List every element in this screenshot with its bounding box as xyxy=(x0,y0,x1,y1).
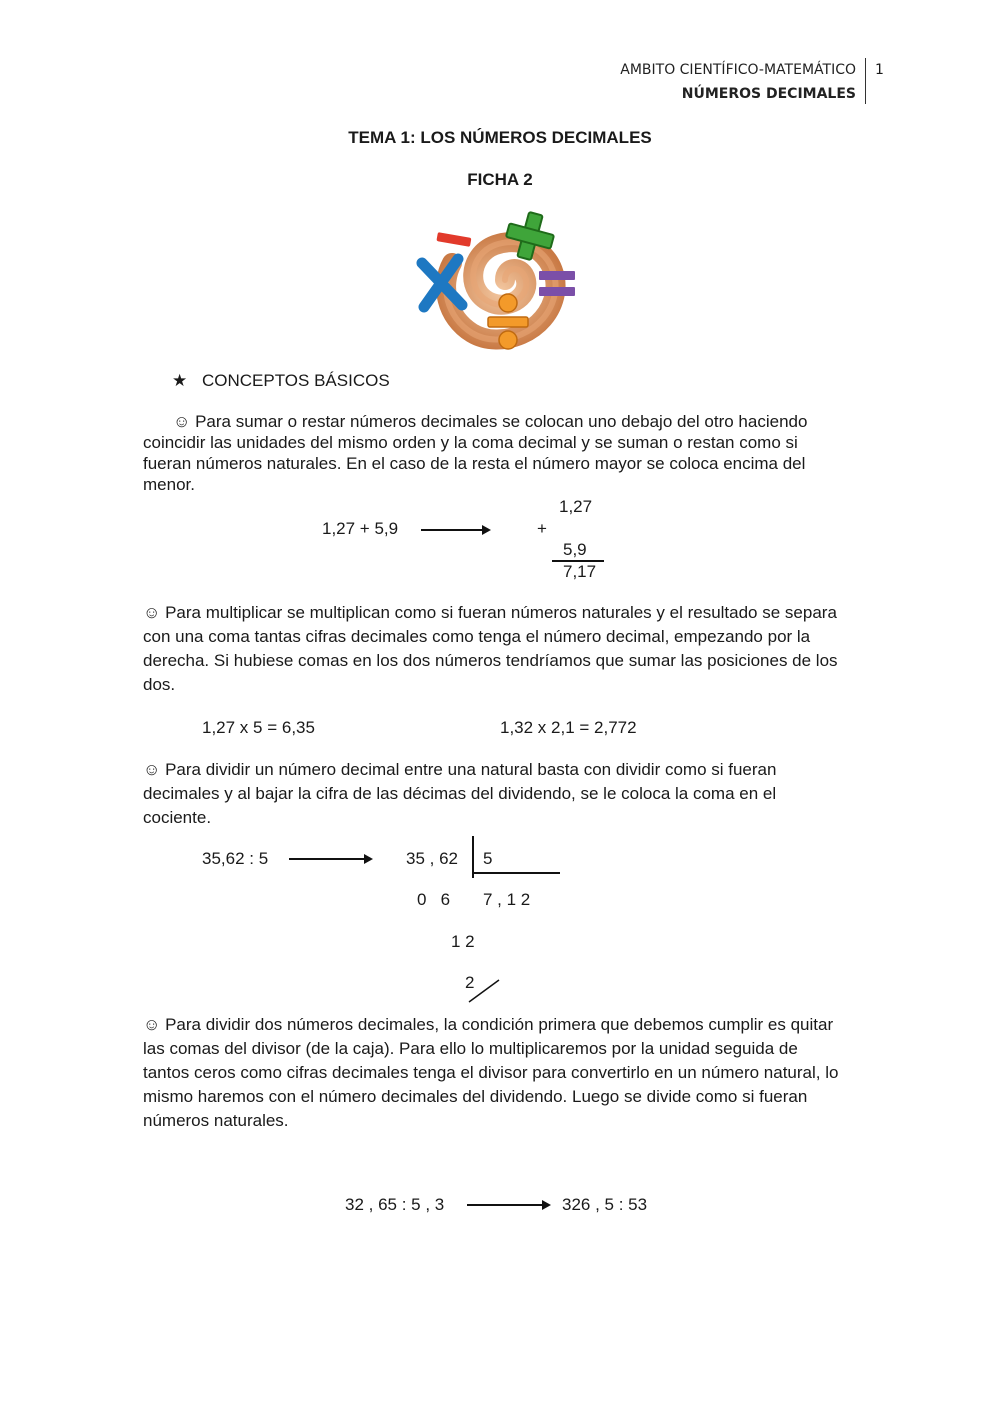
multiply-example-1: 1,27 x 5 = 6,35 xyxy=(202,718,315,737)
decimal-division-expression: 32 , 65 : 5 , 3 xyxy=(345,1195,445,1214)
division-step-1: 0 6 xyxy=(417,890,451,909)
header-topic: NÚMEROS DECIMALES xyxy=(681,86,856,102)
page-subtitle: FICHA 2 xyxy=(467,170,533,189)
division-horizontal-line xyxy=(472,872,560,874)
multiply-example-2: 1,32 x 2,1 = 2,772 xyxy=(500,718,637,737)
header-subject: AMBITO CIENTÍFICO-MATEMÁTICO xyxy=(620,62,856,78)
division-expression: 35,62 : 5 xyxy=(202,849,269,868)
page-number: 1 xyxy=(875,62,884,78)
decimal-division-arrow-icon xyxy=(467,1204,549,1206)
sum-result: 7,17 xyxy=(563,562,597,581)
sum-arrow-icon xyxy=(421,529,489,531)
sum-expression: 1,27 + 5,9 xyxy=(322,519,399,538)
header-divider xyxy=(865,58,866,104)
section-bullet-icon: ★ xyxy=(172,371,188,390)
remainder-slash-icon xyxy=(465,978,505,1006)
section-heading: CONCEPTOS BÁSICOS xyxy=(202,371,390,390)
page-title: TEMA 1: LOS NÚMEROS DECIMALES xyxy=(348,128,652,147)
division-divisor: 5 xyxy=(483,849,493,868)
sum-paragraph: ☺ Para sumar o restar números decimales se colocan uno debajo del otro haciendo coincidir las unidades del mismo orden y la coma decimal y se suman o restan como si fueran números naturales. En el caso de la resta el número mayor se coloca encima del menor. xyxy=(143,412,808,494)
decimal-division-result: 326 , 5 : 53 xyxy=(562,1195,648,1214)
divide-decimal-paragraph: ☺ Para dividir dos números decimales, la condición primera que debemos cumplir es quitar las comas del divisor (de la caja). Para ello lo multiplicaremos por la unidad seguida de tantos ceros como cifras decimales tenga el divisor para convertirlo en un número natural, lo mismo haremos con el número decimales del dividendo. Luego se divide como si fueran números naturales. xyxy=(143,1015,839,1130)
divide-natural-paragraph: ☺ Para dividir un número decimal entre una natural basta con dividir como si fueran decimales y al bajar la cifra de las décimas del dividendo, se le coloca la coma en el cociente. xyxy=(143,760,777,827)
multiply-paragraph: ☺ Para multiplicar se multiplican como si fueran números naturales y el resultado se separa con una coma tantas cifras decimales como tenga el número decimal, empezando por la derecha. Si hubiese comas en los dos números tendríamos que sumar las posiciones de los dos. xyxy=(143,603,838,694)
sum-bottom-operand: 5,9 xyxy=(563,540,587,559)
division-step-2: 1 2 xyxy=(451,932,475,951)
math-operators-logo-icon xyxy=(410,205,590,355)
division-quotient: 7 , 1 2 xyxy=(483,890,531,909)
sum-plus-sign: + xyxy=(537,519,547,538)
sum-top-operand: 1,27 xyxy=(559,497,593,516)
division-remainder: 2 xyxy=(465,973,475,992)
division-arrow-icon xyxy=(289,858,371,860)
division-dividend: 35 , 62 xyxy=(406,849,458,868)
